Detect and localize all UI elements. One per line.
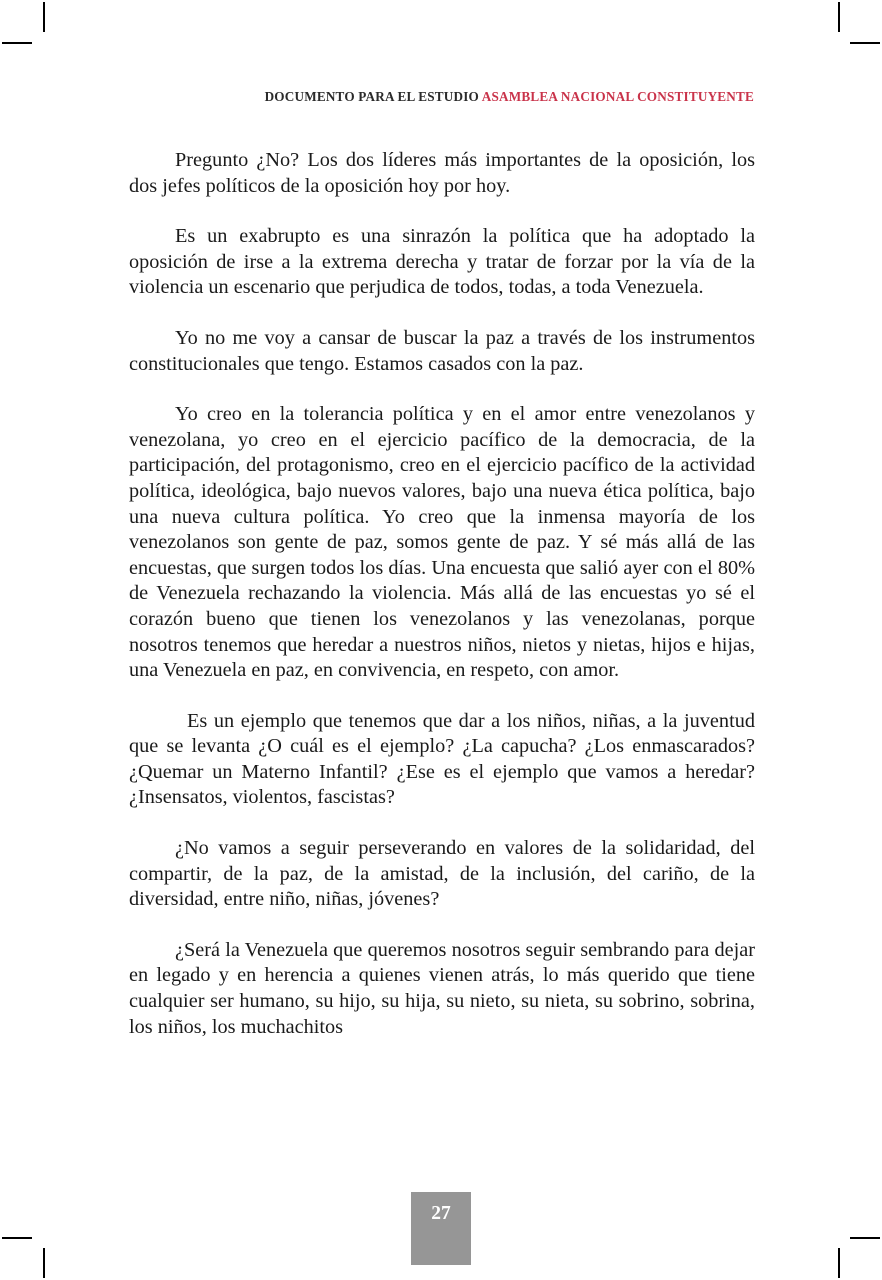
running-head-title-label: ASAMBLEA NACIONAL CONSTITUYENTE [481,89,754,104]
paragraph: Yo no me voy a cansar de buscar la paz a través de los instrumentos constitucionales que tengo. Estamos casados con la paz. [129,326,755,375]
crop-mark-top-left-horizontal [2,42,32,44]
body-text-column [129,148,755,1040]
paragraph: Es un ejemplo que tenemos que dar a los niños, niñas, a la juventud que se levanta ¿O cuál es el ejemplo? ¿La capucha? ¿Los enmascarados? ¿Quemar un Materno Infantil? ¿Ese es el ejemplo que vamos a heredar? ¿Insensatos, violentos, fascistas? [129,709,755,809]
crop-mark-bottom-left-horizontal [2,1237,32,1239]
paragraph: ¿Será la Venezuela que queremos nosotros seguir sembrando para dejar en legado y en herencia a quienes vienen atrás, lo más querido que tiene cualquier ser humano, su hijo, su hija, su nieto, su nieta, su sobrino, sobrina, los niños, los muchachitos [129,938,755,1038]
crop-mark-bottom-right-vertical [838,1248,840,1278]
running-head [129,90,754,105]
crop-mark-bottom-right-horizontal [850,1237,880,1239]
crop-mark-top-right-horizontal [850,42,880,44]
paragraph: Es un exabrupto es una sinrazón la política que ha adoptado la oposición de irse a la extrema derecha y tratar de forzar por la vía de la violencia un escenario que perjudica de todos, todas, a toda Venezuela. [129,225,755,299]
crop-mark-bottom-left-vertical [43,1248,45,1278]
paragraph: Yo creo en la tolerancia política y en el amor entre venezolanos y venezolana, yo creo en el ejercicio pacífico de la democracia, de la participación, del protagonismo, creo en el ejercicio pacífico de la actividad política, ideológica, bajo nuevos valores, bajo una nueva ética política, bajo una nueva cultura política. Yo creo que la inmensa mayoría de los venezolanos son gente de paz, somos gente de paz. Y sé más allá de las encuestas, que surgen todos los días. Una encuesta que salió ayer con el 80% de Venezuela rechazando la violencia. Más allá de las encuestas yo sé el corazón bueno que tienen los venezolanos y las venezolanas, porque nosotros tenemos que heredar a nuestros niños, nietos y nietas, hijos e hijas, una Venezuela en paz, en convivencia, en respeto, con amor. [129,403,755,682]
crop-mark-top-left-vertical [43,2,45,32]
crop-mark-top-right-vertical [838,2,840,32]
paragraph: Pregunto ¿No? Los dos líderes más importantes de la oposición, los dos jefes políticos de la oposición hoy por hoy. [129,149,755,197]
page-number: 27 [431,1203,451,1224]
page-number-badge [411,1192,471,1265]
paragraph: ¿No vamos a seguir perseverando en valores de la solidaridad, del compartir, de la paz, de la amistad, de la inclusión, del cariño, de la diversidad, entre niño, niñas, jóvenes? [129,837,755,911]
running-head-study-label: DOCUMENTO PARA EL ESTUDIO [264,89,480,104]
